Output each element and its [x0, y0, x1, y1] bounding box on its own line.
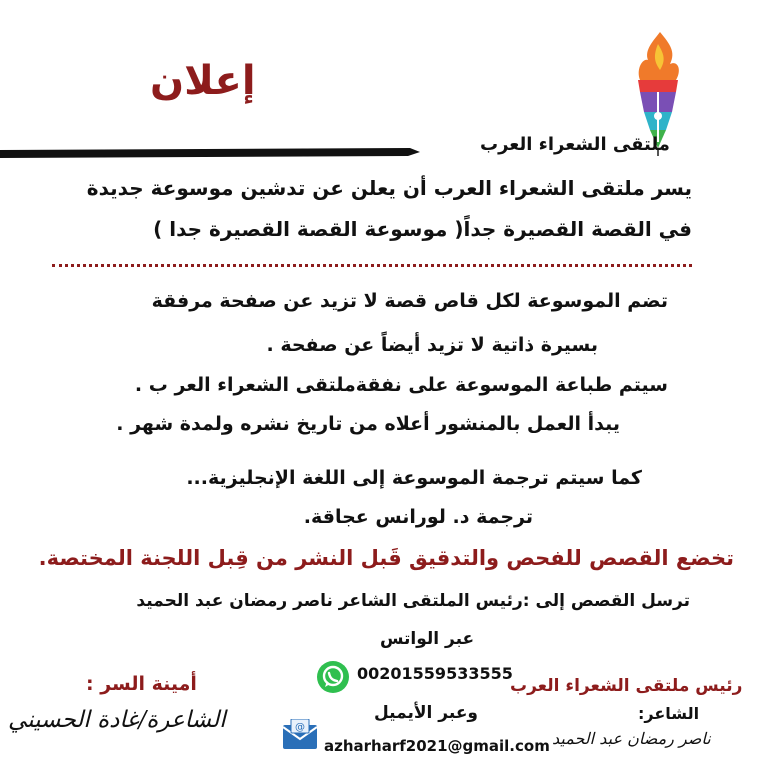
whatsapp-icon	[316, 660, 350, 694]
dotted-divider	[52, 264, 692, 267]
org-name: ملتقى الشعراء العرب	[480, 134, 670, 155]
email-address[interactable]: azharharf2021@gmail.com	[324, 737, 550, 755]
email-label: وعبر الأيميل	[374, 703, 478, 723]
svg-text:@: @	[295, 722, 305, 733]
brush-stroke-divider	[0, 146, 420, 160]
send-to-line: ترسل القصص إلى :رئيس الملتقى الشاعر ناصر رمضان عبد الحميد	[136, 591, 690, 611]
head-title: رئيس ملتقى الشعراء العرب	[510, 676, 743, 696]
body-line-4: يبدأ العمل بالمنشور أعلاه من تاريخ نشره ولمدة شهر .	[116, 413, 620, 435]
whatsapp-label: عبر الواتس	[380, 629, 475, 649]
body-line-2: بسيرة ذاتية لا تزيد أيضاً عن صفحة .	[266, 334, 598, 356]
intro-line-1: يسر ملتقى الشعراء العرب أن يعلن عن تدشين موسوعة جديدة	[86, 176, 692, 200]
poet-label: الشاعر:	[638, 704, 700, 723]
body-line-5: كما سيتم ترجمة الموسوعة إلى اللغة الإنجليزية...	[186, 467, 642, 489]
secretary-title: أمينة السر :	[86, 673, 197, 695]
body-line-6: ترجمة د. لورانس عجاقة.	[303, 506, 533, 528]
body-line-3: سيتم طباعة الموسوعة على نفقةملتقى الشعراء العر ب .	[134, 374, 668, 396]
phone-number[interactable]: 00201559533555	[357, 664, 513, 683]
secretary-name: الشاعرة/غادة الحسيني	[8, 707, 226, 733]
review-note: تخضع القصص للفحص والتدقيق قَبل النشر من قِبل اللجنة المختصة.	[38, 546, 734, 570]
poet-name: ناصر رمضان عبد الحميد	[552, 729, 711, 748]
body-line-1: تضم الموسوعة لكل قاص قصة لا تزيد عن صفحة مرفقة	[151, 290, 668, 312]
mail-icon	[282, 719, 318, 751]
announcement-title: إعلان	[150, 58, 256, 104]
intro-line-2: في القصة القصيرة جداً( موسوعة القصة القصيرة جدا )	[153, 217, 692, 241]
